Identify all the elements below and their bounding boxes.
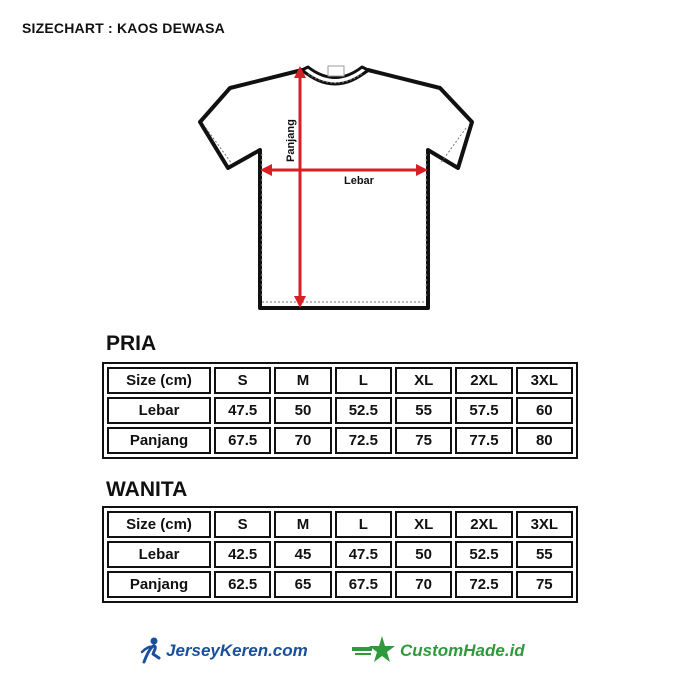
table-cell: 75 [395, 427, 452, 454]
runner-icon [140, 636, 164, 664]
table-cell: 70 [395, 571, 452, 598]
table-cell: 67.5 [214, 427, 271, 454]
table-cell: 47.5 [335, 541, 392, 568]
table-row [107, 571, 573, 598]
table-cell: 50 [395, 541, 452, 568]
table-cell: 52.5 [335, 397, 392, 424]
tshirt-tag [328, 66, 344, 76]
table-row [107, 427, 573, 454]
table-cell: 62.5 [214, 571, 271, 598]
star-icon [352, 634, 396, 664]
header-cell: M [274, 367, 331, 394]
table-cell: 77.5 [455, 427, 512, 454]
size-table-pria [102, 362, 578, 459]
width-label: Lebar [344, 175, 374, 187]
table-cell: 72.5 [335, 427, 392, 454]
table-cell: 45 [274, 541, 331, 568]
header-cell: XL [395, 367, 452, 394]
table-row [107, 541, 573, 568]
header-cell: L [335, 367, 392, 394]
table-cell: 67.5 [335, 571, 392, 598]
customhade-logo-text: CustomHade.id [400, 641, 525, 660]
tshirt-outline [200, 70, 472, 308]
table-cell: 65 [274, 571, 331, 598]
table-cell: 55 [395, 397, 452, 424]
table-cell: 47.5 [214, 397, 271, 424]
table-header-row [107, 511, 573, 538]
table-cell: 60 [516, 397, 573, 424]
table-cell: 55 [516, 541, 573, 568]
size-table-wanita [102, 506, 578, 603]
header-cell: M [274, 511, 331, 538]
header-cell: 3XL [516, 511, 573, 538]
table-cell: 50 [274, 397, 331, 424]
length-label: Panjang [285, 119, 297, 162]
table-cell: 57.5 [455, 397, 512, 424]
header-cell: S [214, 367, 271, 394]
header-cell: 2XL [455, 367, 512, 394]
section-title-wanita: WANITA [106, 478, 188, 501]
table-cell: 52.5 [455, 541, 512, 568]
row-label: Lebar [107, 397, 211, 424]
header-cell: L [335, 511, 392, 538]
tshirt-diagram [190, 58, 480, 320]
table-cell: 42.5 [214, 541, 271, 568]
row-label: Lebar [107, 541, 211, 568]
header-cell: Size (cm) [107, 367, 211, 394]
header-cell: XL [395, 511, 452, 538]
jerseykeren-logo-text: JerseyKeren.com [166, 641, 308, 660]
row-label: Panjang [107, 427, 211, 454]
table-row [107, 397, 573, 424]
footer-logos [0, 632, 682, 668]
header-cell: 2XL [455, 511, 512, 538]
row-label: Panjang [107, 571, 211, 598]
table-cell: 80 [516, 427, 573, 454]
header-cell: Size (cm) [107, 511, 211, 538]
section-title-pria: PRIA [106, 332, 157, 355]
table-cell: 75 [516, 571, 573, 598]
header-cell: 3XL [516, 367, 573, 394]
table-cell: 70 [274, 427, 331, 454]
header-cell: S [214, 511, 271, 538]
page-title: SIZECHART : KAOS DEWASA [22, 20, 225, 36]
table-cell: 72.5 [455, 571, 512, 598]
table-header-row [107, 367, 573, 394]
